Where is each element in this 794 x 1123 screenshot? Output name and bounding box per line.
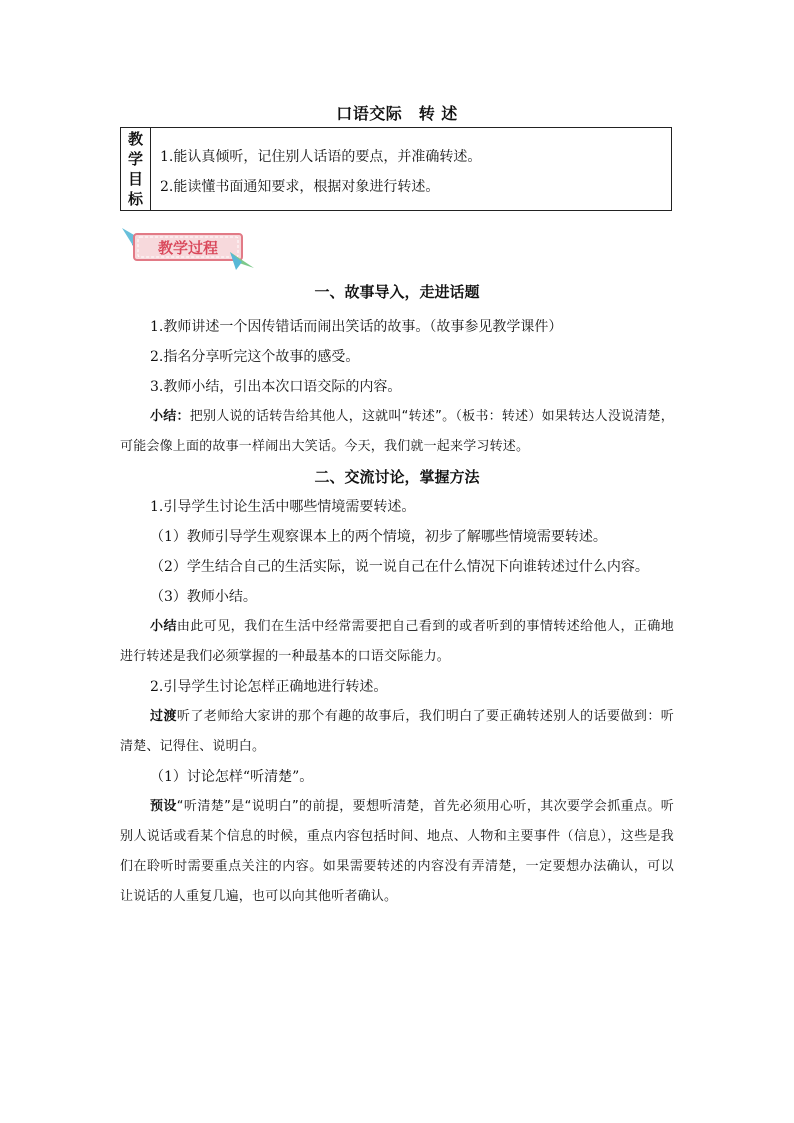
paragraph-text: 把别人说的话转告给其他人，这就叫“转述”。（板书：转述）如果转达人没说清楚，可能会像上面的故事一样闹出大笑话。今天，我们就一起来学习转述。 — [120, 409, 674, 454]
summary-paragraph — [120, 612, 674, 672]
teaching-goals-list — [151, 128, 671, 210]
badge-text: 教学过程 — [157, 239, 219, 257]
paragraph-label: 小结 — [150, 619, 177, 634]
paragraph-text: 由此可见，我们在生活中经常需要把自己看到的或者听到的事情转述给他人，正确地进行转述是我们必须掌握的一种最基本的口语交际能力。 — [120, 619, 674, 664]
paragraph-label: 预设 — [150, 799, 177, 814]
paragraph: 1.教师讲述一个因传错话而闹出笑话的故事。（故事参见教学课件） — [150, 319, 563, 335]
page-title: 口语交际 转 述 — [336, 104, 458, 123]
paragraph: 1.引导学生讨论生活中哪些情境需要转述。 — [150, 499, 416, 515]
transition-paragraph — [120, 702, 674, 762]
goal-item: 1.能认真倾听，记住别人话语的要点，并准确转述。 — [160, 149, 482, 165]
paragraph: （1）教师引导学生观察课本上的两个情境，初步了解哪些情境需要转述。 — [150, 529, 607, 545]
teaching-goals-box — [120, 127, 672, 211]
summary-paragraph — [120, 402, 674, 462]
paragraph: 3.教师小结，引出本次口语交际的内容。 — [150, 379, 402, 395]
goals-label-char: 教 — [127, 130, 143, 148]
lesson-content — [120, 277, 674, 912]
goals-label-char: 目 — [127, 170, 143, 188]
goal-item: 2.能读懂书面通知要求，根据对象进行转述。 — [160, 179, 440, 195]
goals-label-char: 学 — [127, 150, 143, 168]
paragraph-text: “听清楚”是“说明白”的前提，要想听清楚，首先必须用心听，其次要学会抓重点。听别人说话或看某个信息的时候，重点内容包括时间、地点、人物和主要事件（信息），这些是我们在聆听时需要重点关注的内容。如果需要转述的内容没有弄清楚，一定要想办法确认，可以让说话的人重复几遍，也可以向其他听者确认。 — [120, 799, 674, 904]
paragraph: 2.引导学生讨论怎样正确地进行转述。 — [150, 679, 388, 695]
paragraph: （2）学生结合自己的生活实际，说一说自己在什么情况下向谁转述过什么内容。 — [150, 559, 649, 575]
paper-plane-icon — [118, 222, 258, 272]
section-heading: 二、交流讨论，掌握方法 — [314, 468, 480, 486]
paragraph: （1）讨论怎样“听清楚”。 — [150, 769, 314, 785]
paragraph-label: 小结： — [150, 409, 190, 424]
section-heading: 一、故事导入，走进话题 — [314, 283, 480, 301]
paragraph-text: 听了老师给大家讲的那个有趣的故事后，我们明白了要正确转述别人的话要做到：听清楚、记得住、说明白。 — [120, 709, 674, 754]
preset-paragraph — [120, 792, 674, 912]
paragraph: （3）教师小结。 — [150, 589, 257, 605]
teaching-process-badge — [118, 222, 258, 272]
goals-label-char: 标 — [127, 190, 143, 208]
teaching-goals-label — [121, 128, 151, 210]
paragraph-label: 过渡 — [150, 709, 177, 724]
paragraph: 2.指名分享听完这个故事的感受。 — [150, 349, 360, 365]
